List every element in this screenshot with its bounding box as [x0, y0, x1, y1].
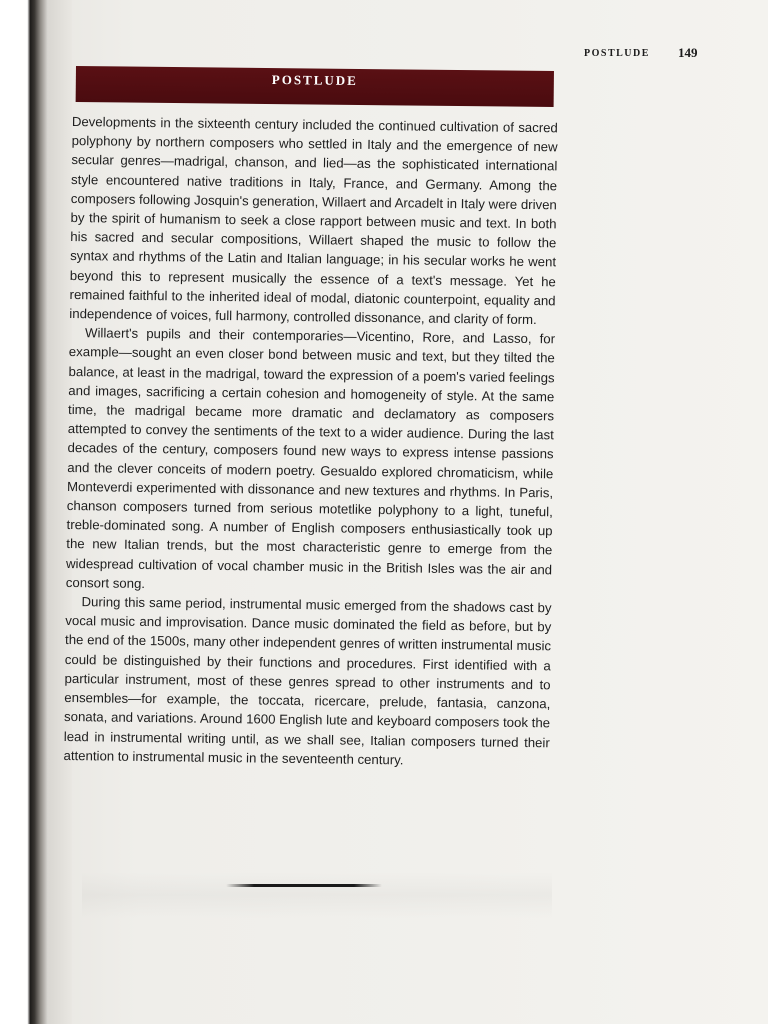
end-of-section-rule: [226, 884, 382, 887]
page-number: 149: [678, 45, 698, 60]
book-spine-shadow: [0, 0, 72, 1024]
paragraph-2: Willaert's pupils and their contemporaries—Vicentino, Rore, and Lasso, for example—sought an even closer bond between music and text, but they tilted the balance, at least in the madrigal, toward the expression of a poem's varied feelings and images, sacrificing a certain cohesion and homogeneity of style. At the same time, the madrigal became more dramatic and declamatory as composers attempted to convey the sentiments of the text to a wider audience. During the last decades of the century, composers found new ways to express intense passions and the clever conceits of modern poetry. Gesualdo explored chromaticism, while Monteverdi experimented with dissonance and new textures and rhythms. In Paris, chanson composers turned from serious motetlike polyphony to a light, tuneful, treble-dominated song. A number of English composers enthusiastically took up the new Italian trends, but the most characteristic genre to emerge from the widespread cultivation of vocal chamber music in the British Isles was the air and consort song.: [65, 325, 556, 591]
bleed-through-shadow: [82, 872, 552, 918]
paragraph-1: Developments in the sixteenth century included the continued cultivation of sacred polyphony by northern composers who settled in Italy and the emergence of new secular genres—madrigal, chanson, and lied—as the sophisticated international style encountered native traditions in Italy, France, and Germany. Among the composers following Josquin's generation, Willaert and Arcadelt in Italy were driven by the spirit of humanism to seek a close rapport between music and text. In both his sacred and secular compositions, Willaert shaped the music to follow the syntax and rhythms of the Latin and Italian language; in his secular works he went beyond this to represent musically the essence of a text's message. Yet he remained faithful to the inherited ideal of modal, diatonic counterpoint, equality and independence of voices, full harmony, controlled dissonance, and clarity of form.: [69, 113, 558, 328]
paragraph-3: During this same period, instrumental music emerged from the shadows cast by vocal music and improvisation. Dance music dominated the field as before, but by the end of the 1500s, many other independent genres of written instrumental music could be distinguished by their functions and procedures. First identified with a particular instrument, most of these genres spread to other instruments and to ensembles—for example, the toccata, ricercare, prelude, fantasia, canzona, sonata, and variations. Around 1600 English lute and keyboard composers took the lead in instrumental writing until, as we shall see, Italian composers turned their attention to instrumental music in the seventeenth century.: [63, 594, 552, 768]
body-text: [63, 112, 558, 771]
section-title: POSTLUDE: [271, 72, 358, 88]
section-banner: [76, 66, 554, 107]
running-head: POSTLUDE: [584, 48, 650, 59]
